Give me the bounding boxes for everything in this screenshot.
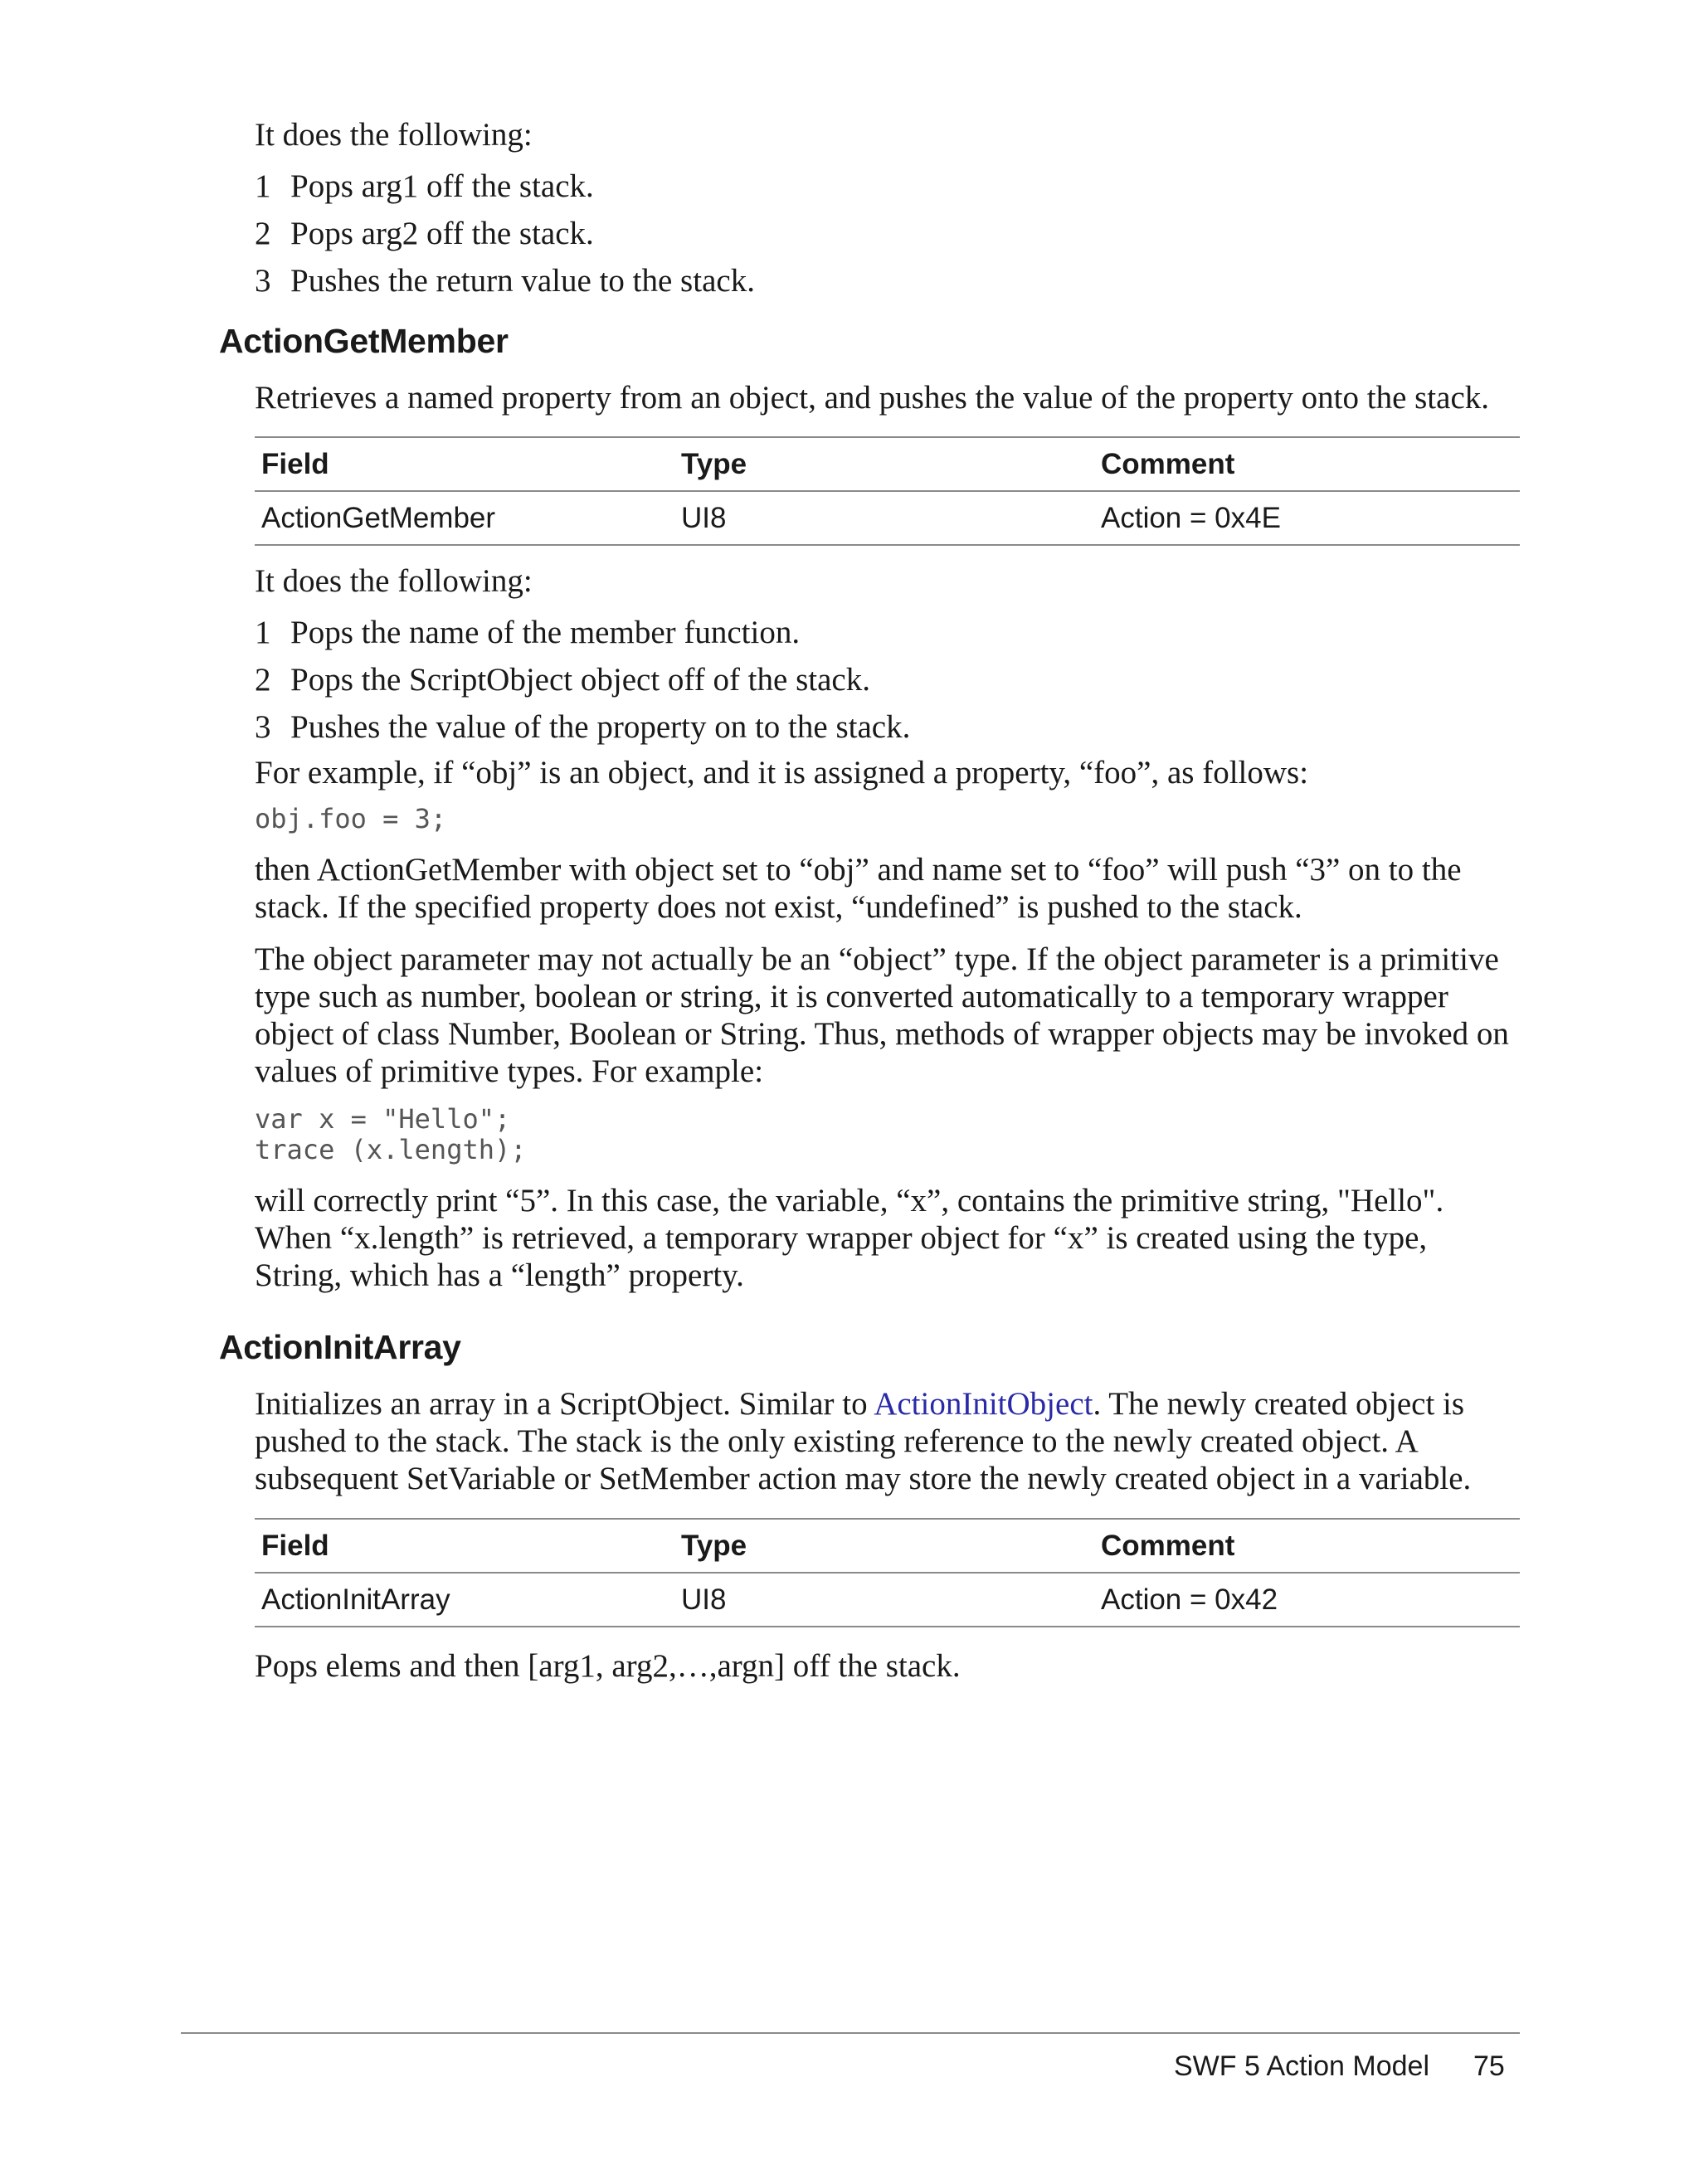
intro-lead: It does the following: bbox=[255, 117, 533, 153]
init-array-table bbox=[255, 1518, 1520, 1627]
step-number: 1 bbox=[255, 615, 271, 650]
footer-section-title: SWF 5 Action Model bbox=[1174, 2050, 1430, 2082]
cell-comment: Action = 0x42 bbox=[1094, 1573, 1520, 1627]
header-comment: Comment bbox=[1094, 437, 1520, 491]
header-field: Field bbox=[255, 437, 674, 491]
section-heading-get-member: ActionGetMember bbox=[219, 322, 509, 360]
get-member-table bbox=[255, 436, 1520, 546]
footer-divider bbox=[181, 2032, 1520, 2034]
table-row bbox=[255, 1573, 1520, 1627]
get-member-para-3: will correctly print “5”. In this case, the variable, “x”, contains the primitive string, "Hello". When “x.length” is retrieved, a temporary wrapper object for “x” is created using the type, String, which has a “length” property. bbox=[255, 1183, 1444, 1293]
step-number: 3 bbox=[255, 709, 271, 745]
step-number: 3 bbox=[255, 263, 271, 299]
step-number: 2 bbox=[255, 216, 271, 251]
list-item bbox=[255, 656, 1520, 703]
cell-type: UI8 bbox=[674, 491, 1094, 545]
cell-field: ActionInitArray bbox=[255, 1573, 674, 1627]
footer-page-number: 75 bbox=[1473, 2050, 1505, 2082]
header-field: Field bbox=[255, 1519, 674, 1573]
header-type: Type bbox=[674, 437, 1094, 491]
table-header-row bbox=[255, 1519, 1520, 1573]
init-array-desc-after: . The newly created object is pushed to the stack. The stack is the only existing reference to the newly created object. A subsequent SetVariable or SetMember action may store the newly created object in a variable. bbox=[255, 1386, 1472, 1496]
list-item bbox=[255, 703, 1520, 751]
step-text: Pushes the value of the property on to the stack. bbox=[290, 709, 911, 745]
init-array-closing: Pops elems and then [arg1, arg2,…,argn] off the stack. bbox=[255, 1648, 961, 1684]
list-item bbox=[255, 257, 1520, 304]
cell-field: ActionGetMember bbox=[255, 491, 674, 545]
header-type: Type bbox=[674, 1519, 1094, 1573]
init-array-description bbox=[255, 1385, 1520, 1497]
table-row bbox=[255, 491, 1520, 545]
code-example-2 bbox=[255, 1104, 1520, 1165]
code-example-1: obj.foo = 3; bbox=[255, 803, 447, 834]
get-member-para-1: then ActionGetMember with object set to “obj” and name set to “foo” will push “3” on to the stack. If the specified property does not exist, “undefined” is pushed to the stack. bbox=[255, 852, 1462, 925]
get-member-steps bbox=[255, 609, 1520, 751]
step-number: 1 bbox=[255, 168, 271, 204]
init-array-desc-before: Initializes an array in a ScriptObject. Similar to bbox=[255, 1386, 874, 1422]
step-text: Pops the ScriptObject object off of the stack. bbox=[290, 662, 870, 698]
cell-type: UI8 bbox=[674, 1573, 1094, 1627]
step-text: Pops the name of the member function. bbox=[290, 615, 801, 650]
step-number: 2 bbox=[255, 662, 271, 698]
get-member-para-2: The object parameter may not actually be an “object” type. If the object parameter is a primitive type such as number, boolean or string, it is converted automatically to a temporary wrapper object of class Number, Boolean or String. Thus, methods of wrapper objects may be invoked on values of primitive types. For example: bbox=[255, 941, 1509, 1089]
list-item bbox=[255, 210, 1520, 257]
get-member-description: Retrieves a named property from an object, and pushes the value of the property onto the stack. bbox=[255, 380, 1490, 416]
get-member-lead: It does the following: bbox=[255, 563, 533, 599]
list-item bbox=[255, 609, 1520, 656]
step-text: Pops arg1 off the stack. bbox=[290, 168, 594, 204]
table-header-row bbox=[255, 437, 1520, 491]
code-line: var x = "Hello"; bbox=[255, 1103, 511, 1135]
intro-steps bbox=[255, 163, 1520, 304]
example-intro: For example, if “obj” is an object, and it is assigned a property, “foo”, as follows: bbox=[255, 755, 1309, 790]
cell-comment: Action = 0x4E bbox=[1094, 491, 1520, 545]
code-line: trace (x.length); bbox=[255, 1134, 527, 1165]
section-heading-init-array: ActionInitArray bbox=[219, 1328, 461, 1366]
action-init-object-link[interactable]: ActionInitObject bbox=[874, 1386, 1093, 1422]
page-content bbox=[219, 116, 1520, 1685]
list-item bbox=[255, 163, 1520, 210]
step-text: Pushes the return value to the stack. bbox=[290, 263, 755, 299]
header-comment: Comment bbox=[1094, 1519, 1520, 1573]
step-text: Pops arg2 off the stack. bbox=[290, 216, 594, 251]
